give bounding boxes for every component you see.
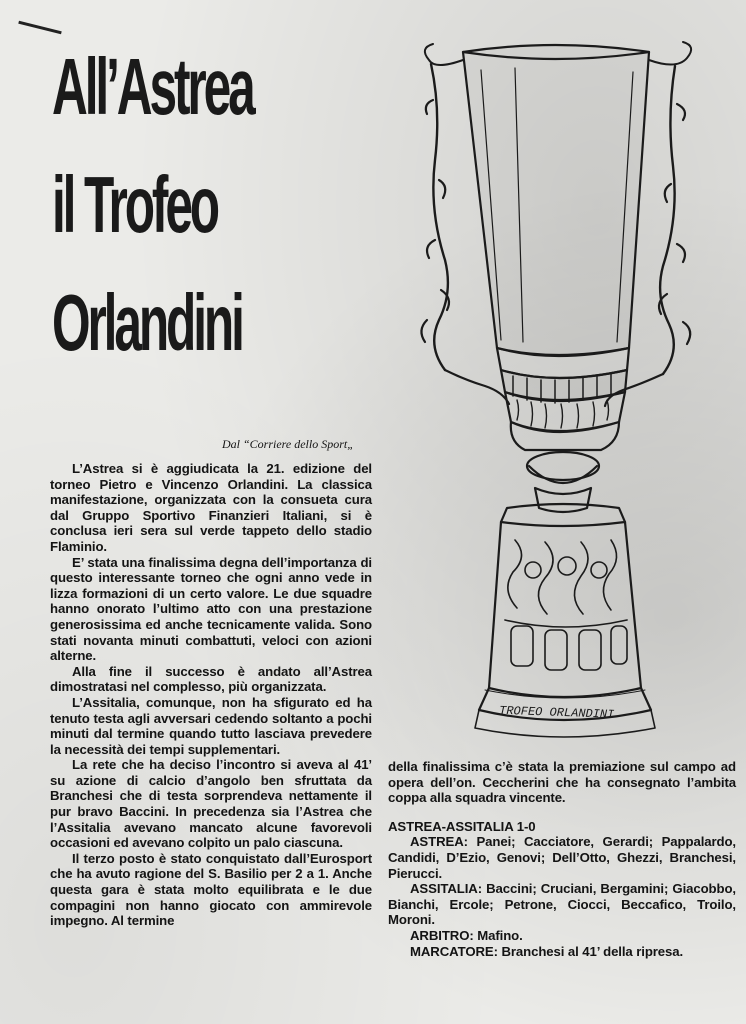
headline-line-3: Orlandini <box>52 278 242 367</box>
article-left-column <box>50 461 372 929</box>
match-result-title: ASTREA-ASSITALIA 1-0 <box>388 818 536 834</box>
article-paragraph: L’Assitalia, comunque, non ha sfigurato ed ha tenuto testa agli avversari cedendo soltanto a pochi minuti dal termine quando tutto lasciava prevedere la necessità dei tempi supplementari. <box>50 694 372 757</box>
referee: ARBITRO: Mafino. <box>410 927 523 943</box>
article-paragraph: Alla fine il successo è andato all’Astrea dimostratasi nel complesso, più organizzata. <box>50 663 372 695</box>
source-credit: Dal “Corriere dello Sport„ <box>222 437 354 451</box>
trophy-illustration <box>405 30 715 742</box>
article-paragraph: E’ stata una finalissima degna dell’importanza di questo interessante torneo che ogni anno vede in lizza formazioni di un certo valore. Le due squadre hanno onorato l’ultimo atto con una prestazione generosissima ed anche tecnicamente valida. Sono stati novanta minuti combattuti, veloci con azioni alterne. <box>50 554 372 664</box>
lineup-assitalia: ASSITALIA: Baccini; Cruciani, Bergamini; Giacobbo, Bianchi, Ercole; Petrone, Ciocci, Beccafico, Troilo, Moroni. <box>388 881 736 928</box>
article-paragraph: L’Astrea si è aggiudicata la 21. edizione del torneo Pietro e Vincenzo Orlandini. La classica manifestazione, organizzata con la consueta cura dal Gruppo Sportivo Finanzieri Italiani, si è conclusa ieri sera sul verde tappeto dello stadio Flaminio. <box>50 461 372 554</box>
article-paragraph: Il terzo posto è stato conquistato dall’Eurosport che ha avuto ragione del S. Basilio per 2 a 1. Anche questa gara è stata molto equilibrata e le due compagini non hanno giocato con ammirevole impegno. Al termine <box>50 850 372 929</box>
scorer: MARCATORE: Branchesi al 41’ della ripresa. <box>410 943 684 959</box>
headline <box>52 28 253 382</box>
lineup-astrea: ASTREA: Panei; Cacciatore, Gerardi; Pappalardo, Candidi, D’Ezio, Genovi; Dell’Otto, Ghezzi, Branchesi, Pierucci. <box>388 834 736 881</box>
article-right-column <box>388 759 736 959</box>
headline-line-2: il Trofeo <box>52 160 218 249</box>
headline-line-1: All’Astrea <box>52 42 253 131</box>
trophy-engraving: TROFEO ORLANDINI <box>498 703 615 722</box>
article-paragraph: La rete che ha deciso l’incontro si aveva al 41’ su azione di calcio d’angolo ben sfruttata da Branchesi che di testa sorprendeva nettamente il pur bravo Baccini. In precedenza sia l’Astrea che l’Assitalia avevano mancato alcune favorevoli occasioni ed avevano colpito un palo ciascuna. <box>50 757 372 851</box>
article-continuation: della finalissima c’è stata la premiazione sul campo ad opera dell’on. Ceccherini che ha consegnato l’ambita coppa alla squadra vincente. <box>388 759 736 806</box>
